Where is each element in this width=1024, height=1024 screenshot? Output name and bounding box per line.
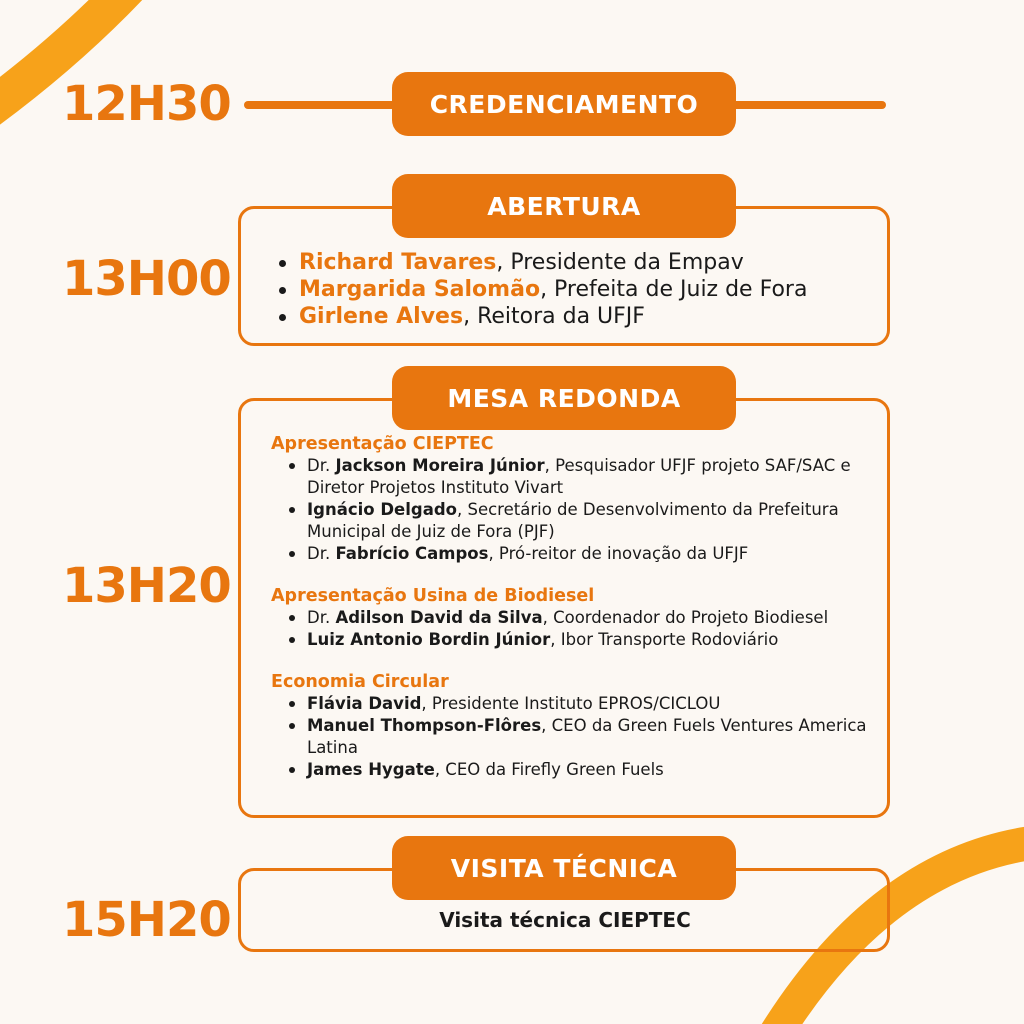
mesa-redonda-box xyxy=(238,398,890,818)
speaker-role: , Prefeita de Juiz de Fora xyxy=(540,277,808,302)
speaker-role: , Coordenador do Projeto Biodiesel xyxy=(542,608,829,627)
speaker-name: Richard Tavares xyxy=(299,250,497,275)
time-mesa-redonda: 13H20 xyxy=(62,558,231,614)
time-credenciamento: 12H30 xyxy=(62,76,231,132)
section-biodiesel xyxy=(271,585,881,651)
speaker-name: Margarida Salomão xyxy=(299,277,541,302)
speaker-role: , Pesquisador UFJF projeto SAF/SAC e Diretor Projetos Instituto Vivart xyxy=(307,456,851,497)
section-list xyxy=(285,607,881,651)
speaker-prefix: Dr. xyxy=(307,544,336,563)
list-item xyxy=(285,607,881,629)
list-item xyxy=(285,455,881,499)
list-item xyxy=(285,629,881,651)
list-item xyxy=(285,715,881,759)
speaker-name: Ignácio Delgado xyxy=(307,500,457,519)
speaker-role: , Secretário de Desenvolvimento da Prefeitura Municipal de Juiz de Fora (PJF) xyxy=(307,500,839,541)
speaker-name: Luiz Antonio Bordin Júnior xyxy=(307,630,551,649)
list-item xyxy=(285,693,881,715)
speaker-name: Fabrício Campos xyxy=(335,544,489,563)
abertura-pill: ABERTURA xyxy=(392,174,736,238)
speaker-name: Flávia David xyxy=(307,694,422,713)
list-item xyxy=(285,543,881,565)
list-item xyxy=(275,303,807,330)
visita-tecnica-text: Visita técnica CIEPTEC xyxy=(439,908,691,932)
speaker-role: , Presidente Instituto EPROS/CICLOU xyxy=(421,694,721,713)
time-visita-tecnica: 15H20 xyxy=(62,892,231,948)
section-title: Economia Circular xyxy=(271,672,449,692)
section-title: Apresentação CIEPTEC xyxy=(271,434,494,454)
mesa-redonda-content xyxy=(271,433,881,801)
speaker-name: Girlene Alves xyxy=(299,304,464,329)
visita-tecnica-pill: VISITA TÉCNICA xyxy=(392,836,736,900)
list-item xyxy=(285,499,881,543)
list-item xyxy=(275,249,807,276)
section-cieptec xyxy=(271,433,881,565)
speaker-role: , Pró-reitor de inovação da UFJF xyxy=(488,544,749,563)
speaker-name: James Hygate xyxy=(307,760,435,779)
list-item xyxy=(275,276,807,303)
time-abertura: 13H00 xyxy=(62,251,231,307)
speaker-prefix: Dr. xyxy=(307,456,336,475)
speaker-name: Jackson Moreira Júnior xyxy=(335,456,545,475)
abertura-list xyxy=(275,249,807,330)
list-item xyxy=(285,759,881,781)
speaker-role: , Reitora da UFJF xyxy=(463,304,645,329)
speaker-role: , Ibor Transporte Rodoviário xyxy=(550,630,779,649)
section-list xyxy=(285,455,881,565)
mesa-redonda-pill: MESA REDONDA xyxy=(392,366,736,430)
credenciamento-pill: CREDENCIAMENTO xyxy=(392,72,736,136)
speaker-name: Manuel Thompson-Flôres xyxy=(307,716,542,735)
section-title: Apresentação Usina de Biodiesel xyxy=(271,586,595,606)
section-list xyxy=(285,693,881,781)
speaker-prefix: Dr. xyxy=(307,608,336,627)
speaker-role: , CEO da Green Fuels Ventures America Latina xyxy=(307,716,867,757)
speaker-name: Adilson David da Silva xyxy=(335,608,543,627)
section-economia-circular xyxy=(271,671,881,781)
speaker-role: , CEO da Firefly Green Fuels xyxy=(434,760,664,779)
speaker-role: , Presidente da Empav xyxy=(496,250,744,275)
